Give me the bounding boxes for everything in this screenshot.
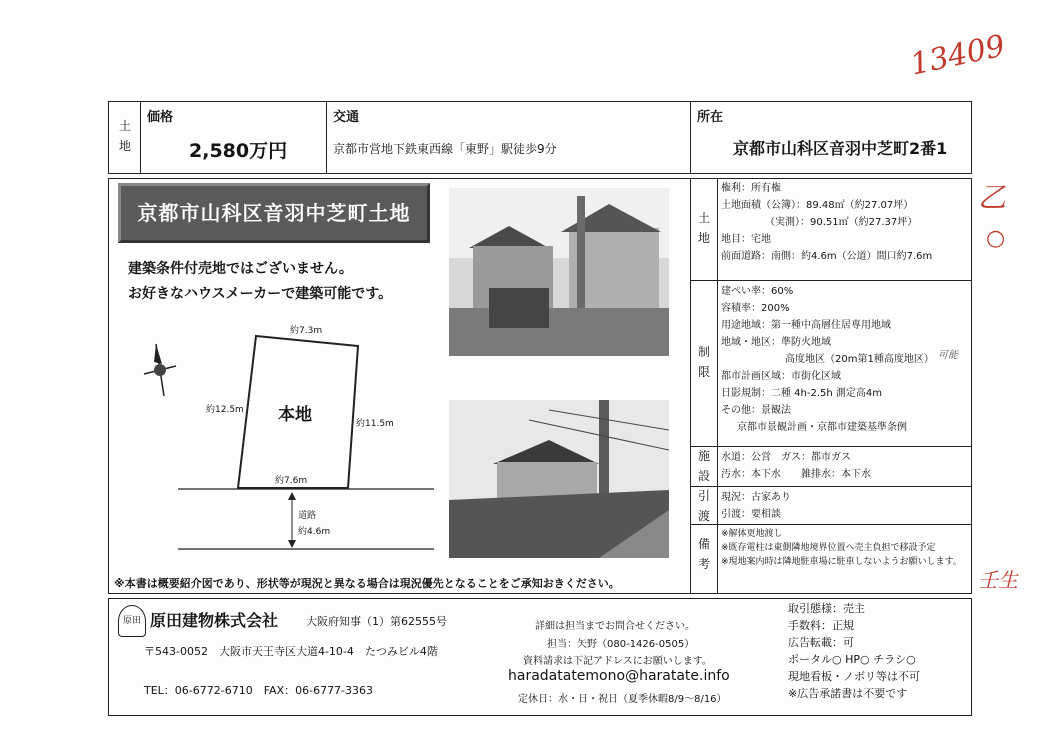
access-label: 交通 (333, 110, 360, 125)
remarks-section-label: 備考 (697, 537, 710, 571)
floor-area-ratio: 容積率：200% (721, 303, 790, 314)
company-name: 原田建物株式会社 (150, 611, 279, 630)
zoning: 用途地域：第一種中高層住居専用地域 (721, 320, 891, 331)
commission: 手数料：正規 (788, 619, 854, 632)
location-label: 所在 (697, 110, 724, 125)
property-banner: 京都市山科区音羽中芝町土地 (118, 183, 430, 243)
access-value: 京都市営地下鉄東西線「東野」駅徒歩9分 (333, 142, 557, 156)
lead-line-2: お好きなハウスメーカーで建築可能です。 (128, 286, 393, 302)
coverage-ratio: 建ぺい率：60% (721, 286, 794, 297)
compass-icon (140, 340, 180, 400)
request-note: 資料請求は下記アドレスにお願いします。 (523, 656, 712, 667)
handwritten-kan: 可能 (938, 350, 958, 361)
urban-planning: 都市計画区域：市街化区域 (721, 371, 841, 382)
restrict-lines (721, 283, 971, 436)
transfer-section-label: 引渡 (697, 489, 710, 523)
license-number: 大阪府知事（1）第62555号 (306, 615, 447, 628)
handover: 引渡：要相談 (721, 509, 781, 520)
facility-lines (721, 449, 971, 483)
map-dim-right: 約11.5m (356, 419, 394, 429)
land-area-registry: 土地面積（公簿）：89.48㎡（約27.07坪） (721, 200, 914, 211)
land-lines (721, 180, 971, 265)
handwritten-right-kanji: 壬生 (978, 568, 1018, 592)
trade-terms (788, 600, 920, 702)
handwritten-side-mark: 乙 (978, 181, 1007, 214)
fire-zone: 地域・地区：準防火地域 (721, 337, 831, 348)
land-section-label: 土地 (697, 211, 710, 245)
handwritten-number: 13409 (907, 28, 1009, 83)
contact-email[interactable]: haradatatemono@haratate.info (508, 668, 730, 684)
facility-section-label: 施設 (697, 449, 710, 483)
trade-type: 取引態様：売主 (788, 602, 865, 615)
front-road: 前面道路：南側：約4.6m（公道）間口約7.6m (721, 251, 933, 262)
map-dim-bottom: 約7.6m (275, 476, 308, 486)
staff-contact: 担当：矢野（080-1426-0505） (547, 639, 695, 650)
header-table (108, 101, 972, 174)
company-logo: 原田 (118, 605, 146, 637)
signage-rule: 現地看板・ノボリ等は不可 (788, 670, 920, 683)
handwritten-circle: ○ (986, 226, 1006, 251)
company-tel-fax: TEL：06-6772-6710 FAX：06-6777-3363 (144, 684, 374, 697)
kyoto-landscape: 京都市景観計画・京都市建築基準条例 (737, 422, 907, 433)
category-label: 土地 (118, 119, 131, 153)
current-status: 現況：古家あり (721, 492, 791, 503)
remark-utility-pole: ※既存電柱は東側隣地境界位置へ売主負担で移設予定 (721, 543, 936, 553)
land-rights: 権利：所有権 (721, 183, 781, 194)
sewage: 汚水：本下水 雑排水：本下水 (721, 469, 871, 480)
restrict-section-label: 制限 (697, 345, 710, 379)
remark-parking: ※現地案内時は隣地駐車場に駐車しないようお願いします。 (721, 557, 962, 567)
land-category: 地目：宅地 (721, 234, 771, 245)
ad-reprint: 広告転載：可 (788, 636, 854, 649)
other-regulations: その他：景観法 (721, 405, 791, 416)
road-label: 道路 (298, 511, 317, 521)
map-dim-top: 約7.3m (290, 326, 323, 336)
holiday-note: 定休日：水・日・祝日（夏季休暇8/9〜8/16） (518, 694, 727, 705)
detail-note: 詳細は担当までお問合せください。 (535, 621, 695, 632)
price-value: 2,580万円 (189, 140, 288, 162)
remarks-lines (721, 527, 971, 569)
property-photo-1 (449, 188, 669, 356)
remark-demolition: ※解体更地渡し (721, 529, 783, 539)
shadow-regulation: 日影規制：二種 4h-2.5h 測定高4m (721, 388, 883, 399)
height-district: 高度地区（20m第1種高度地区） (785, 354, 934, 365)
disclaimer-note: ※本書は概要紹介図であり、形状等が現況と異なる場合は現況優先となることをご承知おきください。 (114, 577, 620, 590)
map-center-label: 本地 (278, 405, 312, 425)
lead-line-1: 建築条件付売地ではございません。 (128, 261, 353, 277)
map-dim-left: 約12.5m (206, 405, 244, 415)
location-value: 京都市山科区音羽中芝町2番1 (733, 139, 948, 158)
land-area-actual: （実測）：90.51㎡（約27.37坪） (765, 217, 918, 228)
ad-consent: ※広告承諾書は不要です (788, 687, 908, 700)
company-address: 〒543-0052 大阪市天王寺区大道4-10-4 たつみビル4階 (144, 645, 438, 658)
road-width: 約4.6m (298, 527, 331, 537)
media-channels: ポータル○ HP○ チラシ○ (788, 653, 916, 666)
property-photo-2 (449, 400, 669, 558)
transfer-lines (721, 489, 971, 523)
water-gas: 水道：公営 ガス：都市ガス (721, 452, 851, 463)
price-label: 価格 (147, 110, 174, 125)
